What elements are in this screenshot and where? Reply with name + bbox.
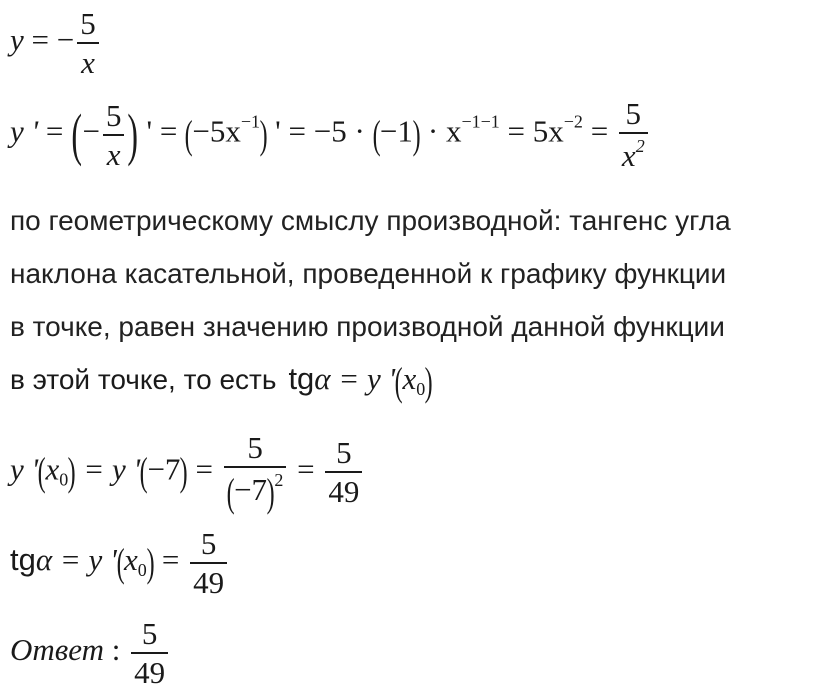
minus-seven: −7 (147, 451, 181, 487)
equals: = (38, 113, 72, 149)
prime-equals: ' = (138, 113, 186, 149)
right-paren: ) (67, 449, 76, 495)
denominator: 49 (328, 474, 360, 510)
exponent: −2 (563, 111, 583, 132)
formula-derivative (10, 98, 651, 171)
equals: = (289, 451, 323, 487)
numerator: 5 (103, 100, 125, 136)
left-paren: ( (71, 101, 83, 167)
right-paren: ) (127, 101, 139, 167)
text-line-1: по геометрическому смыслу производной: тангенс угла (10, 205, 731, 236)
text-line-2: наклона касательной, проведенной к графику функции (10, 258, 727, 289)
tg: tg (288, 361, 315, 397)
left-paren: ( (372, 111, 381, 157)
right-paren: ) (424, 359, 433, 404)
equals-y-prime: = y ' (52, 542, 117, 578)
right-paren: ) (266, 469, 275, 515)
equals-y-prime: = y ' (75, 451, 141, 487)
right-paren: ) (259, 111, 268, 157)
exponent: 2 (274, 470, 284, 490)
denominator: 49 (193, 565, 225, 600)
x: x (45, 451, 60, 487)
denominator (224, 468, 287, 513)
x: x (124, 542, 138, 578)
denominator: 49 (134, 655, 166, 690)
denominator: x (106, 136, 121, 172)
term-5x: −5x (192, 113, 241, 149)
right-paren: ) (146, 540, 155, 585)
den-x: x (621, 138, 636, 173)
equals: = (154, 542, 188, 578)
colon: : (103, 632, 129, 668)
den-value: −7 (234, 472, 268, 507)
numerator: 5 (77, 8, 99, 44)
var-y: y (10, 22, 24, 58)
equals-5x: = 5x (499, 113, 564, 149)
y-prime: y ' (10, 113, 39, 149)
numerator: 5 (190, 528, 227, 564)
prime-equals-minus5: ' = −5 · (267, 113, 373, 149)
fraction-5-over-49 (131, 618, 168, 688)
fraction-5-over-x (103, 97, 125, 172)
numerator: 5 (131, 618, 168, 654)
subscript: 0 (59, 469, 69, 490)
answer-label: Ответ (10, 632, 104, 668)
numerator: 5 (224, 432, 287, 468)
exponent: 2 (635, 136, 645, 156)
equals-y-prime: = y ' (330, 361, 396, 397)
denominator: x (81, 45, 95, 80)
answer (10, 618, 171, 688)
left-paren: ( (226, 469, 235, 515)
text-line-4 (10, 359, 433, 404)
denominator (619, 134, 648, 171)
y-prime: y ' (10, 451, 39, 487)
left-paren: ( (394, 359, 403, 404)
minus-one: −1 (379, 113, 413, 149)
exponent: −1 (240, 111, 261, 132)
alpha: α (35, 542, 53, 578)
equals: = (582, 113, 616, 149)
text-line-3: в точке, равен значению производной данной функции (10, 311, 725, 342)
equals: = (187, 451, 221, 487)
numerator: 5 (619, 98, 648, 134)
dot-x: · x (420, 113, 462, 149)
fraction-5-over-x (77, 8, 99, 78)
formula-evaluate (10, 432, 365, 513)
fraction-5-over-minus7-sq (224, 432, 287, 513)
left-paren: ( (37, 449, 46, 495)
text-line-4-words: в этой точке, то есть (10, 364, 277, 396)
right-paren: ) (412, 111, 421, 157)
left-paren: ( (116, 540, 125, 585)
alpha: α (314, 361, 331, 397)
numerator: 5 (325, 437, 362, 473)
equals-minus: = − (23, 22, 75, 58)
left-paren: ( (184, 111, 193, 157)
exponent: −1−1 (461, 111, 500, 132)
fraction-5-over-49 (190, 528, 227, 598)
x: x (402, 361, 417, 397)
subscript: 0 (137, 560, 147, 581)
tg: tg (10, 542, 36, 578)
fraction-5-over-49 (325, 435, 362, 510)
formula-tangent (10, 528, 230, 598)
right-paren: ) (180, 449, 189, 495)
fraction-5-over-x2 (619, 98, 648, 171)
left-paren: ( (139, 449, 148, 495)
formula-function (10, 8, 102, 78)
minus: − (82, 113, 100, 149)
subscript: 0 (416, 379, 426, 400)
